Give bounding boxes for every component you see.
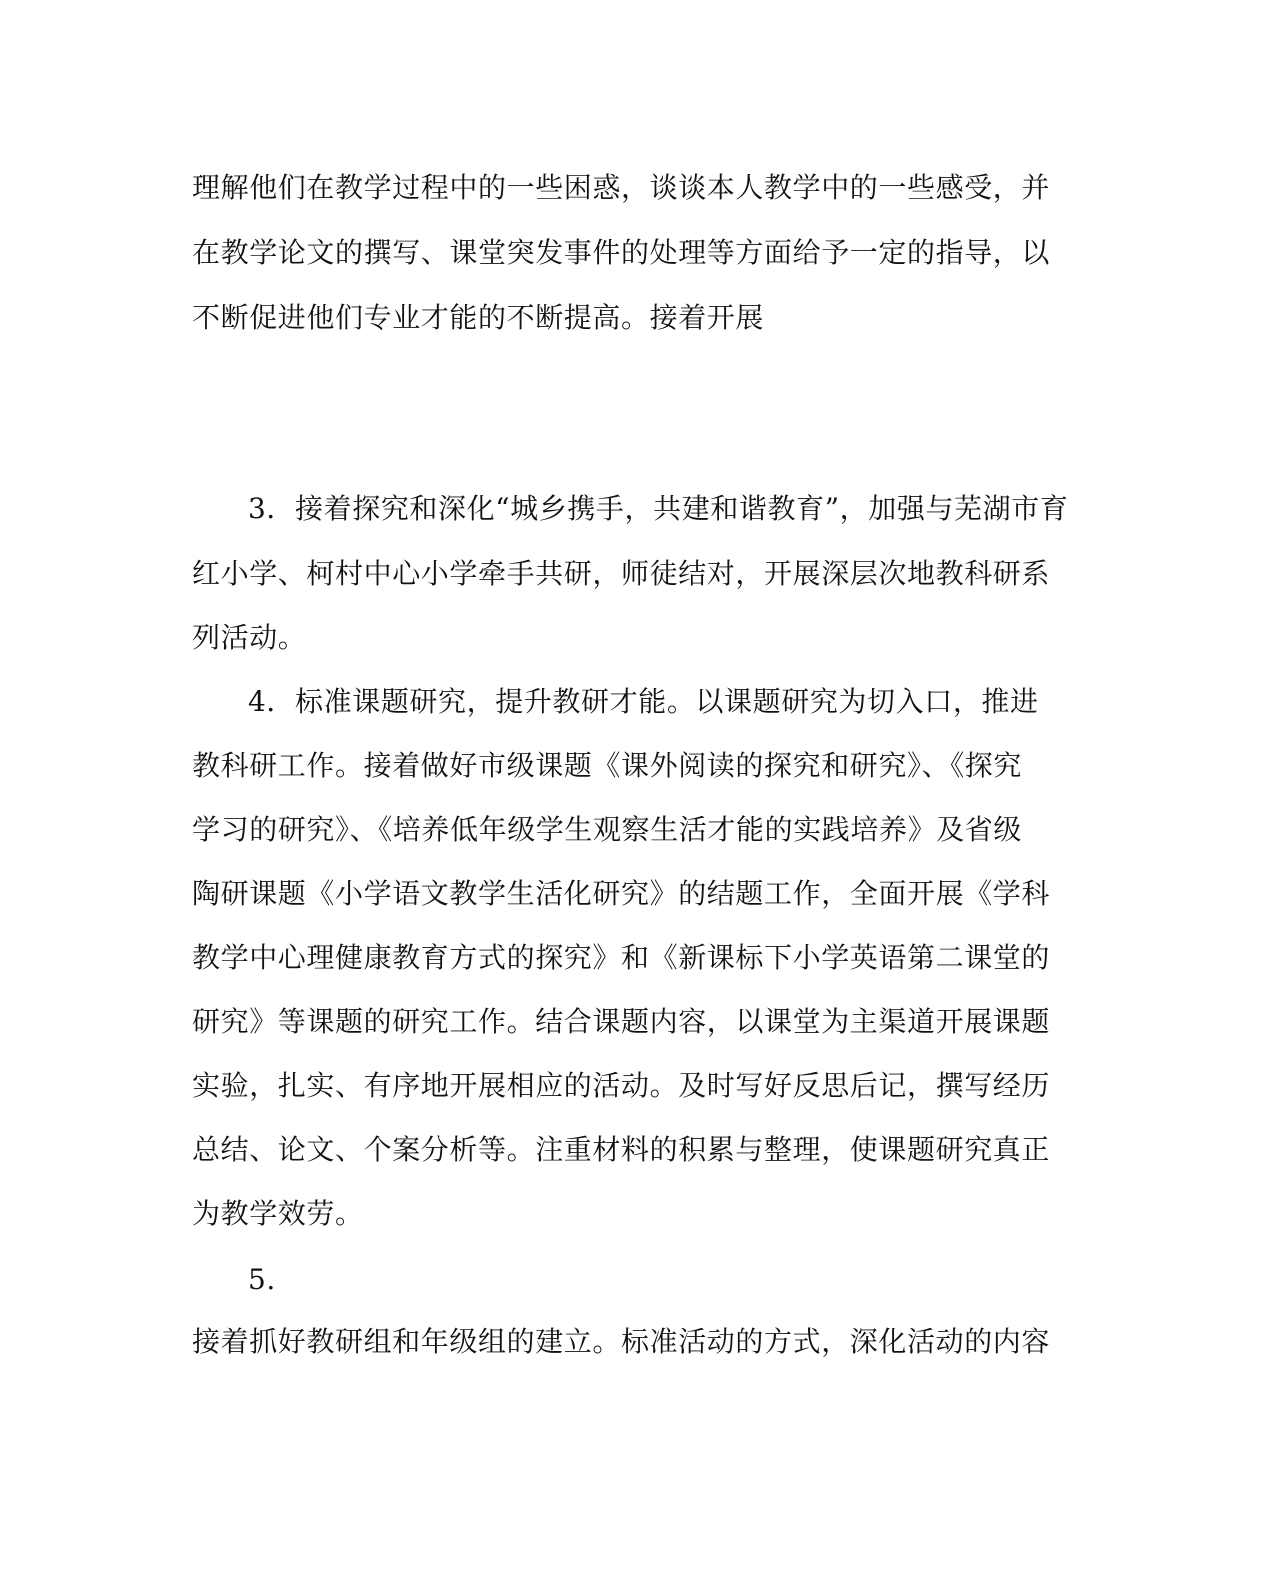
paragraph-line: 陶研课题《小学语文教学生活化研究》的结题工作，全面开展《学科 bbox=[192, 877, 1051, 910]
paragraph-line: 接着抓好教研组和年级组的建立。标准活动的方式，深化活动的内容 bbox=[192, 1325, 1051, 1358]
paragraph-line: 4．标准课题研究，提升教研才能。以课题研究为切入口，推进 bbox=[248, 685, 1039, 718]
paragraph-line: 在教学论文的撰写、课堂突发事件的处理等方面给予一定的指导，以 bbox=[192, 236, 1051, 269]
paragraph-line: 列活动。 bbox=[192, 621, 307, 654]
paragraph-line: 研究》等课题的研究工作。结合课题内容，以课堂为主渠道开展课题 bbox=[192, 1005, 1051, 1038]
paragraph-line: 3．接着探究和深化“城乡携手，共建和谐教育”，加强与芜湖市育 bbox=[248, 492, 1069, 525]
paragraph-line: 学习的研究》、《培养低年级学生观察生活才能的实践培养》及省级 bbox=[192, 813, 1023, 846]
paragraph-line: 为教学效劳。 bbox=[192, 1197, 364, 1230]
paragraph-line: 理解他们在教学过程中的一些困惑，谈谈本人教学中的一些感受，并 bbox=[192, 171, 1051, 204]
paragraph-line: 教学中心理健康教育方式的探究》和《新课标下小学英语第二课堂的 bbox=[192, 941, 1051, 974]
paragraph-line: 教科研工作。接着做好市级课题《课外阅读的探究和研究》、《探究 bbox=[192, 749, 1023, 782]
paragraph-line: 红小学、柯村中心小学牵手共研，师徒结对，开展深层次地教科研系 bbox=[192, 557, 1051, 590]
paragraph-line: 5. bbox=[248, 1263, 276, 1296]
paragraph-line: 总结、论文、个案分析等。注重材料的积累与整理，使课题研究真正 bbox=[192, 1133, 1051, 1166]
paragraph-line: 实验，扎实、有序地开展相应的活动。及时写好反思后记，撰写经历 bbox=[192, 1069, 1051, 1102]
paragraph-line: 不断促进他们专业才能的不断提高。接着开展 bbox=[192, 301, 765, 334]
